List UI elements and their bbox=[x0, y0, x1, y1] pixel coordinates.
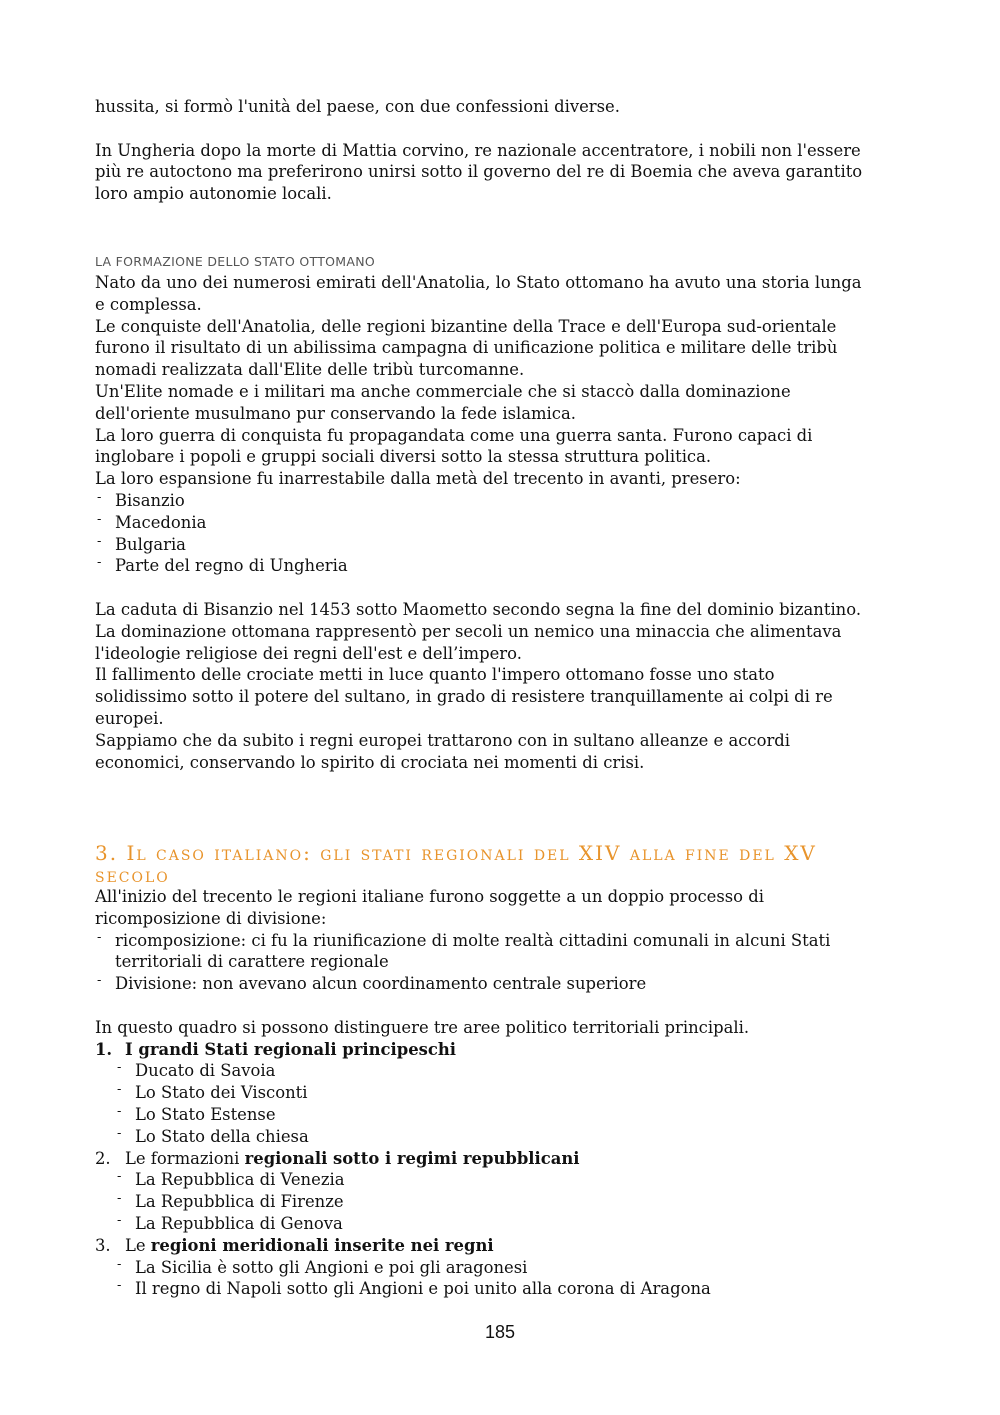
list-item: - La Sicilia è sotto gli Angioni e poi gli aragonesi bbox=[95, 1257, 910, 1279]
conquests-list bbox=[95, 490, 910, 577]
list-item: - Macedonia bbox=[95, 512, 910, 534]
ottoman-line: Un'Elite nomade e i militari ma anche commerciale che si staccò dalla dominazione bbox=[95, 381, 791, 401]
list-item: - ricomposizione: ci fu la riunificazione di molte realtà cittadini comunali in alcuni Stati territoriali di carattere regionale bbox=[95, 930, 910, 974]
areas-list bbox=[95, 1039, 910, 1301]
list-item: - Lo Stato dei Visconti bbox=[95, 1082, 910, 1104]
list-item: - Bisanzio bbox=[95, 490, 910, 512]
intro-paragraph-2-line-1: In Ungheria dopo la morte di Mattia corvino, re nazionale accentratore, i nobili non l'essere bbox=[95, 140, 861, 160]
list-item: - Parte del regno di Ungheria bbox=[95, 555, 910, 577]
list-item: - La Repubblica di Firenze bbox=[95, 1191, 910, 1213]
list-item: - Lo Stato Estense bbox=[95, 1104, 910, 1126]
intro-paragraph-2-line-3: loro ampio autonomie locali. bbox=[95, 184, 332, 204]
section-heading: 3. Il caso italiano: gli stati regionali del XIV alla fine del XV bbox=[95, 841, 817, 865]
list-item: - Lo Stato della chiesa bbox=[95, 1126, 910, 1148]
areas-intro: In questo quadro si possono distinguere tre aree politico territoriali principali. bbox=[95, 1017, 750, 1037]
area-prefix: Le formazioni bbox=[125, 1148, 245, 1168]
ottoman-line: La caduta di Bisanzio nel 1453 sotto Maometto secondo segna la fine del dominio bizantino. bbox=[95, 599, 862, 619]
ottoman-line: economici, conservando lo spirito di crociata nei momenti di crisi. bbox=[95, 752, 645, 772]
ottoman-line: La loro espansione fu inarrestabile dalla metà del trecento in avanti, presero: bbox=[95, 469, 741, 489]
area-sublist bbox=[95, 1257, 910, 1301]
ottoman-section bbox=[95, 252, 910, 773]
area-item bbox=[95, 1235, 910, 1300]
area-title: regionali sotto i regimi repubblicani bbox=[244, 1148, 580, 1168]
area-title: I grandi Stati regionali principeschi bbox=[125, 1039, 456, 1059]
intro-paragraph-2-line-2: più re autoctono ma preferirono unirsi sotto il governo del re di Boemia che aveva garantito bbox=[95, 162, 863, 182]
area-number: 3. bbox=[95, 1235, 111, 1255]
ottoman-line: Il fallimento delle crociate metti in luce quanto l'impero ottomano fosse uno stato bbox=[95, 665, 775, 685]
ottoman-line: Sappiamo che da subito i regni europei trattarono con in sultano alleanze e accordi bbox=[95, 730, 791, 750]
process-list bbox=[95, 930, 910, 995]
ottoman-line: Le conquiste dell'Anatolia, delle regioni bizantine della Trace e dell'Europa sud-orientale bbox=[95, 316, 837, 336]
section-heading-cont: secolo bbox=[95, 863, 170, 887]
list-item: - La Repubblica di Venezia bbox=[95, 1169, 910, 1191]
area-number: 1. bbox=[95, 1039, 113, 1059]
area-sublist bbox=[95, 1060, 910, 1147]
intro-paragraph-1: hussita, si formò l'unità del paese, con due confessioni diverse. bbox=[95, 97, 620, 116]
ottoman-line: inglobare i popoli e gruppi sociali diversi sotto la stessa struttura politica. bbox=[95, 447, 712, 467]
list-item: - La Repubblica di Genova bbox=[95, 1213, 910, 1235]
ottoman-line: l'ideologie religiose dei regni dell'est e dell’impero. bbox=[95, 643, 522, 663]
list-item: - Ducato di Savoia bbox=[95, 1060, 910, 1082]
area-title: regioni meridionali inserite nei regni bbox=[150, 1235, 494, 1255]
intro-section bbox=[95, 96, 910, 205]
ottoman-line: dell'oriente musulmano pur conservando la fede islamica. bbox=[95, 403, 576, 423]
area-item bbox=[95, 1148, 910, 1235]
italy-line: ricomposizione di divisione: bbox=[95, 908, 327, 928]
list-item: - Il regno di Napoli sotto gli Angioni e poi unito alla corona di Aragona bbox=[95, 1278, 910, 1300]
ottoman-line: La loro guerra di conquista fu propagandata come una guerra santa. Furono capaci di bbox=[95, 425, 813, 445]
ottoman-line: e complessa. bbox=[95, 294, 202, 314]
ottoman-line: furono il risultato di un abilissima campagna di unificazione politica e militare delle tribù bbox=[95, 338, 838, 358]
ottoman-line: Nato da uno dei numerosi emirati dell'Anatolia, lo Stato ottomano ha avuto una storia lunga bbox=[95, 273, 862, 292]
ottoman-line: solidissimo sotto il potere del sultano, in grado di resistere tranquillamente ai colpi di re bbox=[95, 687, 833, 707]
section-subheading: LA FORMAZIONE DELLO STATO OTTOMANO bbox=[95, 254, 376, 269]
area-prefix: Le bbox=[125, 1235, 151, 1255]
page-number: 185 bbox=[484, 1322, 516, 1342]
list-item: - Divisione: non avevano alcun coordinamento centrale superiore bbox=[95, 973, 910, 995]
area-sublist bbox=[95, 1169, 910, 1234]
italy-section bbox=[95, 842, 910, 1300]
ottoman-line: europei. bbox=[95, 708, 164, 728]
italy-line: All'inizio del trecento le regioni italiane furono soggette a un doppio processo di bbox=[95, 887, 764, 906]
area-item bbox=[95, 1039, 910, 1148]
ottoman-line: nomadi realizzata dall'Elite delle tribù turcomanne. bbox=[95, 360, 525, 380]
ottoman-line: La dominazione ottomana rappresentò per secoli un nemico una minaccia che alimentava bbox=[95, 621, 842, 641]
area-number: 2. bbox=[95, 1148, 111, 1168]
list-item: - Bulgaria bbox=[95, 534, 910, 556]
